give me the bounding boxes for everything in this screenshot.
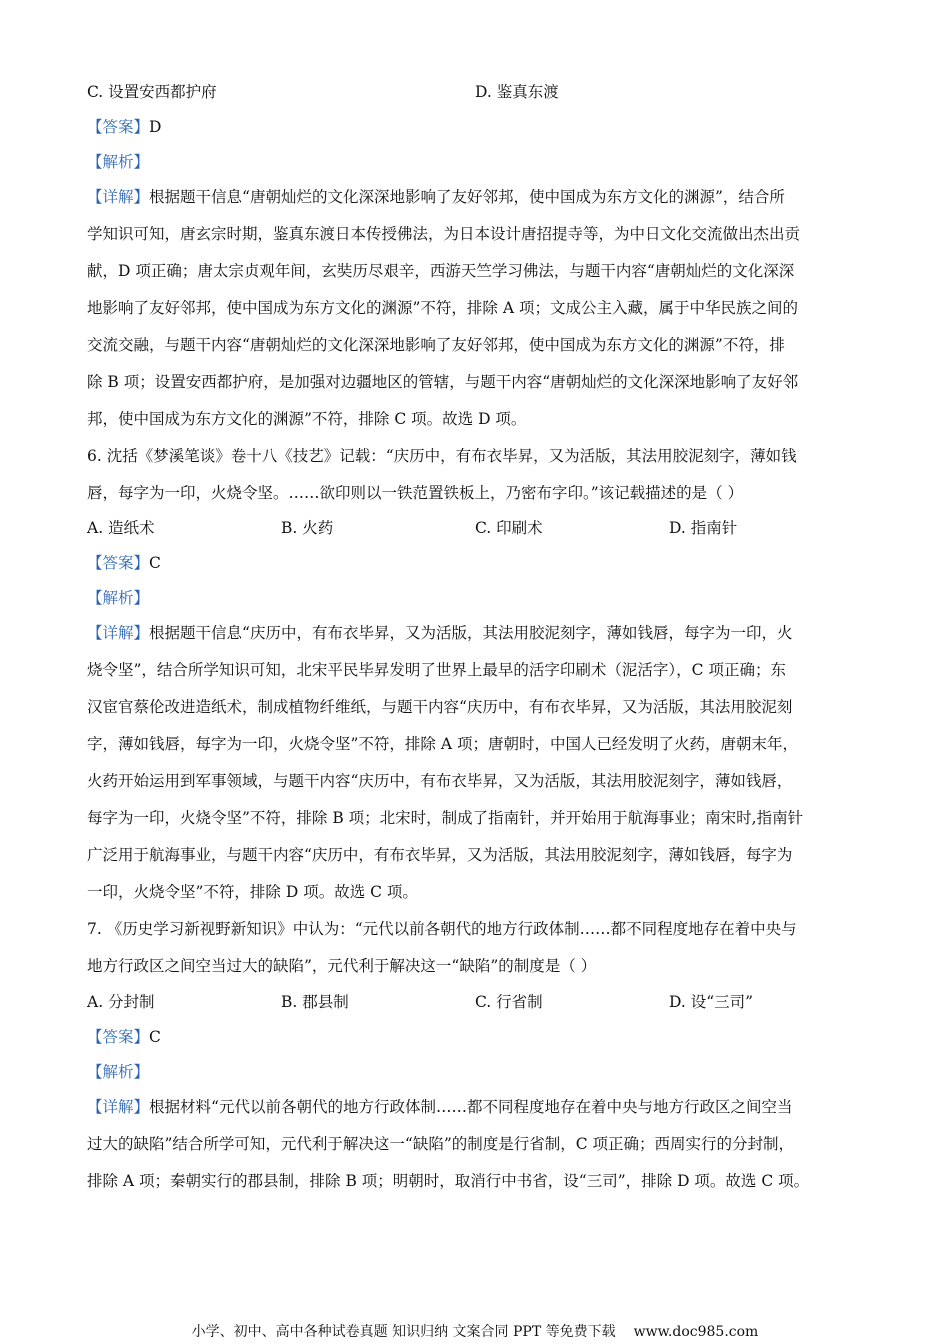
answer-label: 【答案】: [87, 554, 150, 572]
q6-answer: [87, 553, 863, 573]
q6-option-b: B. 火药: [281, 519, 334, 537]
q6-analysis-label: 【解析】: [87, 589, 150, 607]
q6-option-d: D. 指南针: [669, 519, 738, 537]
footer-text: 小学、初中、高中各种试卷真题 知识归纳 文案合同 PPT 等免费下载: [191, 1324, 616, 1340]
answer-label: 【答案】: [87, 118, 150, 136]
q7-detail-line: 过大的缺陷”结合所学可知，元代利于解决这一“缺陷”的制度是行省制，C 项正确；西周实行的分封制，: [87, 1135, 795, 1153]
detail-text: 根据材料“元代以前各朝代的地方行政体制……都不同程度地存在着中央与地方行政区之间空当: [149, 1098, 793, 1116]
q6-option-a: A. 造纸术: [87, 519, 155, 537]
q5-detail-line: 除 B 项；设置安西都护府，是加强对边疆地区的管辖，与题干内容“唐朝灿烂的文化深深地影响了友好邻: [87, 373, 799, 391]
q7-option-d: D. 设“三司”: [669, 993, 754, 1011]
q5-detail-line: 地影响了友好邻邦，使中国成为东方文化的渊源”不符，排除 A 项；文成公主入藏，属于中华民族之间的: [87, 299, 798, 317]
q5-detail-line: 交流交融，与题干内容“唐朝灿烂的文化深深地影响了友好邻邦，使中国成为东方文化的渊源”不符，排: [87, 336, 785, 354]
q6-stem-line: 6. 沈括《梦溪笔谈》卷十八《技艺》记载：“庆历中，有布衣毕昇，又为活版，其法用胶泥刻字，薄如钱: [87, 447, 797, 465]
page-footer: [0, 1323, 950, 1341]
q7-option-c: C. 行省制: [475, 993, 543, 1011]
q7-option-b: B. 郡县制: [281, 993, 349, 1011]
q5-option-c: C. 设置安西都护府: [87, 83, 217, 101]
q5-answer: [87, 117, 863, 137]
answer-label: 【答案】: [87, 1028, 150, 1046]
detail-text: 根据题干信息“庆历中，有布衣毕昇，又为活版，其法用胶泥刻字，薄如钱唇，每字为一印，火: [149, 624, 793, 642]
q7-detail-line: 排除 A 项；秦朝实行的郡县制，排除 B 项；明朝时，取消行中书省，设“三司”，排除 D 项。故选 C 项。: [87, 1172, 810, 1190]
q7-answer: [87, 1027, 863, 1047]
answer-value: C: [149, 1028, 161, 1046]
detail-label: 【详解】: [87, 624, 150, 642]
q6-option-c: C. 印刷术: [475, 519, 543, 537]
q6-detail-line: [87, 623, 863, 643]
q7-detail-line: [87, 1097, 863, 1117]
q6-detail-line: 字，薄如钱唇，每字为一印，火烧令坚”不符，排除 A 项；唐朝时，中国人已经发明了火药，唐朝末年，: [87, 735, 798, 753]
detail-label: 【详解】: [87, 188, 150, 206]
q5-detail-line: 献，D 项正确；唐太宗贞观年间，玄奘历尽艰辛，西游天竺学习佛法，与题干内容“唐朝灿烂的文化深深: [87, 262, 795, 280]
q5-detail-line: 学知识可知，唐玄宗时期，鉴真东渡日本传授佛法，为日本设计唐招提寺等，为中日文化交流做出杰出贡: [87, 225, 801, 243]
q5-detail-line: [87, 187, 863, 207]
answer-value: D: [149, 118, 162, 136]
q6-stem-line: 唇，每字为一印，火烧令坚。……欲印则以一铁范置铁板上，乃密布字印。”该记载描述的是（ ）: [87, 484, 744, 502]
detail-text: 根据题干信息“唐朝灿烂的文化深深地影响了友好邻邦，使中国成为东方文化的渊源”，结合所: [149, 188, 785, 206]
q6-detail-line: 烧令坚”，结合所学知识可知，北宋平民毕昇发明了世界上最早的活字印刷术（泥活字），C 项正确；东: [87, 661, 786, 679]
q5-option-d: D. 鉴真东渡: [475, 83, 559, 101]
q7-stem-line: 地方行政区之间空当过大的缺陷”，元代利于解决这一“缺陷”的制度是（ ）: [87, 957, 597, 975]
q5-analysis-label: 【解析】: [87, 153, 150, 171]
q7-option-a: A. 分封制: [87, 993, 155, 1011]
answer-value: C: [149, 554, 161, 572]
q6-detail-line: 汉宦官蔡伦改进造纸术，制成植物纤维纸，与题干内容“庆历中，有布衣毕昇，又为活版，其法用胶泥刻: [87, 698, 793, 716]
detail-label: 【详解】: [87, 1098, 150, 1116]
q6-detail-line: 火药开始运用到军事领域，与题干内容“庆历中，有布衣毕昇，又为活版，其法用胶泥刻字，薄如钱唇，: [87, 772, 793, 790]
q6-detail-line: 每字为一印，火烧令坚”不符，排除 B 项；北宋时，制成了指南针，并开始用于航海事业；南宋时,指南针: [87, 809, 804, 827]
q7-stem-line: 7. 《历史学习新视野新知识》中认为：“元代以前各朝代的地方行政体制……都不同程度地存在着中央与: [87, 920, 797, 938]
q5-detail-line: 邦，使中国成为东方文化的渊源”不符，排除 C 项。故选 D 项。: [87, 410, 527, 428]
footer-url[interactable]: www.doc985.com: [633, 1324, 759, 1340]
q6-detail-line: 一印，火烧令坚”不符，排除 D 项。故选 C 项。: [87, 883, 418, 901]
q7-analysis-label: 【解析】: [87, 1063, 150, 1081]
q6-detail-line: 广泛用于航海事业，与题干内容“庆历中，有布衣毕昇，又为活版，其法用胶泥刻字，薄如钱唇，每字为: [87, 846, 793, 864]
